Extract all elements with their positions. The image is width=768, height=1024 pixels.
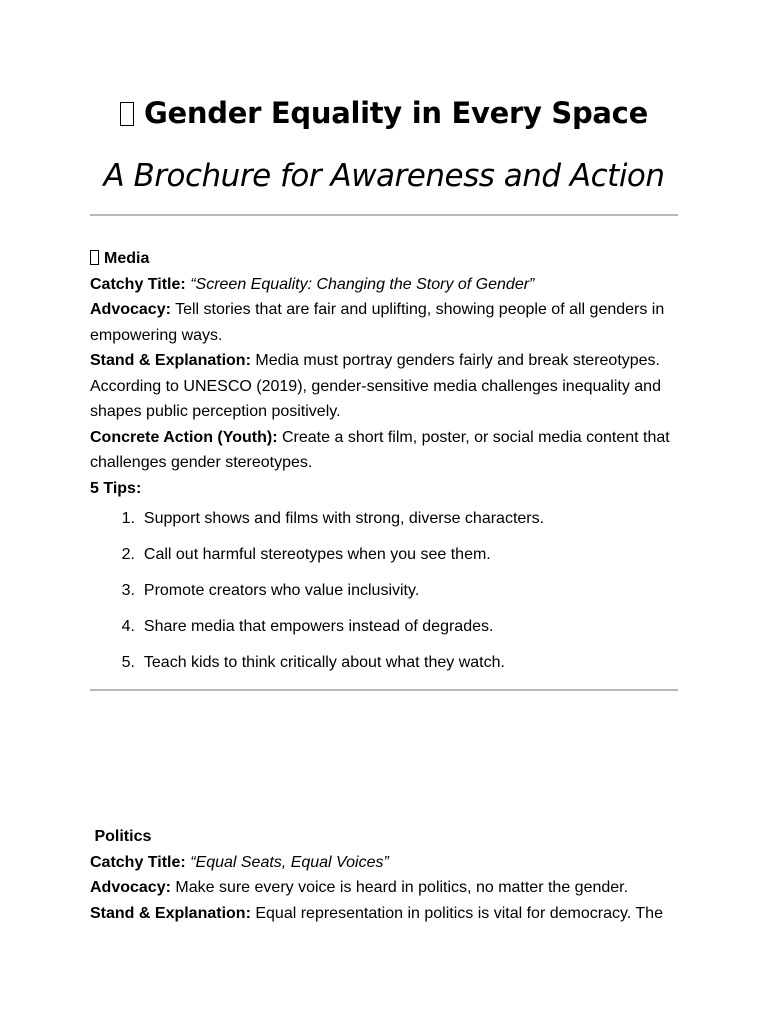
page-title-text: Gender Equality in Every Space [144,96,648,130]
catchy-title-value: “Screen Equality: Changing the Story of Gender” [190,275,535,293]
media-stand [90,348,680,425]
list-item [90,618,493,636]
list-item-number: 3. [121,582,135,599]
list-item-text: Support shows and films with strong, diverse characters. [143,510,545,527]
advocacy-value: Tell stories that are fair and uplifting, showing people of all genders in empowering ways. [90,301,665,344]
media-heading [90,246,680,272]
stand-label: Stand & Explanation: [90,352,251,369]
politics-heading [90,824,680,850]
missing-glyph-icon [90,250,99,265]
list-item [90,654,505,672]
politics-heading-text: Politics [94,828,152,845]
advocacy-value: Make sure every voice is heard in politics, no matter the gender. [175,879,629,896]
stand-value: Equal representation in politics is vital for democracy. The [255,904,663,922]
media-tips-label [90,476,680,502]
media-section [90,246,680,501]
list-item-number: 1. [121,510,135,527]
politics-catchy-title [90,850,680,876]
tips-label: 5 Tips: [90,479,142,497]
list-item-text: Promote creators who value inclusivity. [143,582,420,599]
media-advocacy [90,297,680,348]
media-action [90,425,680,476]
media-heading-text: Media [104,250,150,267]
list-item-number: 5. [121,654,135,671]
list-item-text: Share media that empowers instead of degrades. [143,618,494,635]
politics-section [90,824,680,926]
politics-stand [90,901,680,927]
advocacy-label: Advocacy: [90,879,171,896]
media-catchy-title [90,272,680,298]
page-title [0,96,768,130]
page-subtitle: A Brochure for Awareness and Action [103,158,665,194]
list-item-text: Call out harmful stereotypes when you see them. [143,546,491,563]
list-item-number: 4. [121,618,135,635]
list-item [90,546,491,564]
stand-value: Media must portray genders fairly and break stereotypes. According to UNESCO (2019), gender-sensitive media challenges inequality and shapes public perception positively. [90,352,661,420]
missing-glyph-icon [120,102,134,126]
politics-advocacy [90,875,680,901]
divider-bottom [90,689,678,691]
advocacy-label: Advocacy: [90,301,171,318]
list-item [90,582,419,600]
list-item-number: 2. [121,546,135,563]
list-item [90,510,544,528]
list-item-text: Teach kids to think critically about what they watch. [143,654,505,671]
action-label: Concrete Action (Youth): [90,428,278,446]
catchy-title-label: Catchy Title: [90,275,186,293]
catchy-title-value: “Equal Seats, Equal Voices” [190,853,389,871]
stand-label: Stand & Explanation: [90,904,251,922]
divider-top [90,214,678,216]
action-value: Create a short film, poster, or social media content that challenges gender stereotypes. [90,428,670,471]
catchy-title-label: Catchy Title: [90,853,186,871]
